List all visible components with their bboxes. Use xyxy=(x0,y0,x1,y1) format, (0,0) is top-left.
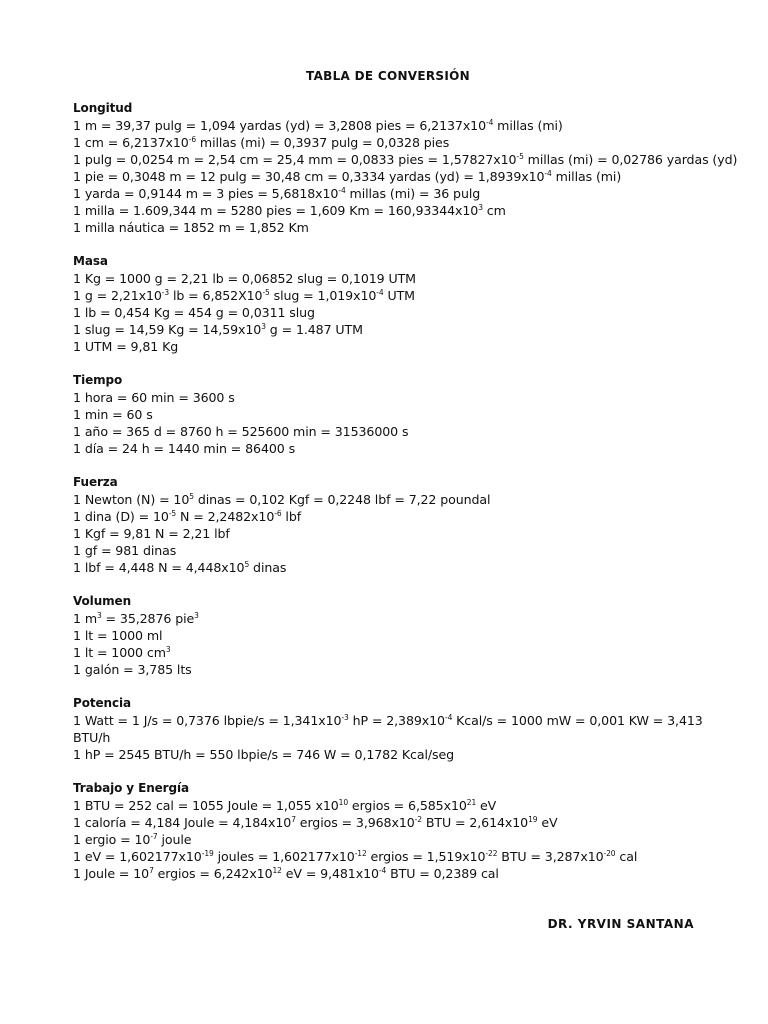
conversion-line: 1 galón = 3,785 lts xyxy=(73,662,192,677)
section-heading: Trabajo y Energía xyxy=(73,781,190,795)
conversion-line: 1 min = 60 s xyxy=(73,407,153,422)
section-heading: Longitud xyxy=(73,101,133,115)
section-heading: Volumen xyxy=(73,594,132,608)
section-heading: Masa xyxy=(73,254,108,268)
conversion-line: 1 Watt = 1 J/s = 0,7376 lbpie/s = $1,341x10^{-3}$ hP = $2,389x10^{-4}$ Kcal/s = 1000 mW = 0,001 KW = 3,413 BTU/h xyxy=(73,713,703,745)
conversion-line: 1 cm = $6,2137x10^{-6}$ millas (mi) = 0,3937 pulg = 0,0328 pies xyxy=(73,135,450,150)
conversion-line: 1 pulg = 0,0254 m = 2,54 cm = 25,4 mm = 0,0833 pies = $1,57827x10^{-5}$ millas (mi) = 0,02786 yardas (yd) xyxy=(73,152,738,167)
conversion-line: 1 milla = 1.609,344 m = 5280 pies = 1,609 $Km = 160,93344x10^3$ cm xyxy=(73,203,506,218)
conversion-line: 1 ergio = $10^{-7}$ joule xyxy=(73,832,192,847)
conversion-line: 1 lbf = 4,448 $N = 4,448x10^5$ dinas xyxy=(73,560,287,575)
section-masa xyxy=(73,253,703,355)
conversion-line: 1 día = 24 h = 1440 min = 86400 s xyxy=(73,441,296,456)
conversion-line: 1 m = 39,37 pulg = 1,094 yardas (yd) = 3,2808 pies = $6,2137x10^{-4}$ millas (mi) xyxy=(73,118,563,133)
conversion-line: 1 hP = 2545 BTU/h = 550 lbpie/s = 746 W = 0,1782 Kcal/seg xyxy=(73,747,455,762)
conversion-line: 1 pie = 0,3048 m = 12 pulg = 30,48 cm = 0,3334 yardas $(yd) = 1,8939x10^{-4}$ millas (mi) xyxy=(73,169,622,184)
conversion-line: 1 $g = 2,21x10^{-3}$ lb = $6,852X10^{-5}$ slug = $1,019x10^{-4}$ UTM xyxy=(73,288,415,303)
document-title: TABLA DE CONVERSIÓN xyxy=(306,69,470,83)
sections-container xyxy=(73,100,738,882)
conversion-line: 1 Newton $(N) = 10^5$ dinas = 0,102 Kgf = 0,2248 lbf = 7,22 poundal xyxy=(73,492,491,507)
conversion-line: 1 $m^3 = 35,2876$ pie$^3$ xyxy=(73,611,199,626)
section-volumen xyxy=(73,593,703,678)
conversion-line: 1 slug = 14,59 $Kg = 14,59x10^3$ g = 1.487 UTM xyxy=(73,322,363,337)
conversion-line: 1 año = 365 d = 8760 h = 525600 min = 31536000 s xyxy=(73,424,409,439)
conversion-line: 1 lt = 1000 $cm^3$ xyxy=(73,645,171,660)
conversion-line: 1 UTM = 9,81 Kg xyxy=(73,339,179,354)
conversion-line: 1 BTU = 252 cal = 1055 Joule = 1,055 $x10^{10}$ ergios = $6,585x10^{21}$ eV xyxy=(73,798,497,813)
section-heading: Tiempo xyxy=(73,373,123,387)
conversion-line: 1 Joule = $10^7$ ergios = $6,242x10^{12}$ eV = $9,481x10^{-4}$ BTU = 0,2389 cal xyxy=(73,866,499,881)
conversion-line: 1 gf = 981 dinas xyxy=(73,543,177,558)
section-fuerza xyxy=(73,474,703,576)
section-longitud xyxy=(73,100,738,236)
conversion-line: 1 eV = $1,602177x10^{-19}$ joules = $1,602177x10^{-12}$ ergios = $1,519x10^{-22}$ BTU = $3,287x10^{-20}$ cal xyxy=(73,849,638,864)
conversion-line: 1 Kgf = 9,81 N = 2,21 lbf xyxy=(73,526,230,541)
conversion-line: 1 dina $(D) = 10^{-5}$ $N = 2,2482x10^{-6}$ lbf xyxy=(73,509,302,524)
conversion-line: 1 Kg = 1000 g = 2,21 lb = 0,06852 slug = 0,1019 UTM xyxy=(73,271,416,286)
section-tiempo xyxy=(73,372,703,457)
conversion-line: 1 milla náutica = 1852 m = 1,852 Km xyxy=(73,220,309,235)
section-heading: Fuerza xyxy=(73,475,118,489)
section-potencia xyxy=(73,695,703,763)
section-trabajo-y-energia xyxy=(73,780,703,882)
conversion-line: 1 yarda = 0,9144 m = 3 pies = $5,6818x10^{-4}$ millas (mi) = 36 pulg xyxy=(73,186,481,201)
document-page xyxy=(73,66,738,899)
conversion-line: 1 hora = 60 min = 3600 s xyxy=(73,390,235,405)
section-heading: Potencia xyxy=(73,696,131,710)
conversion-line: 1 caloría = 4,184 Joule = $4,184x10^7$ ergios = $3,968x10^{-2}$ BTU = $2,614x10^{19}$ eV xyxy=(73,815,558,830)
conversion-line: 1 lb = 0,454 Kg = 454 g = 0,0311 slug xyxy=(73,305,315,320)
conversion-line: 1 lt = 1000 ml xyxy=(73,628,163,643)
author-signature: DR. YRVIN SANTANA xyxy=(547,917,694,931)
